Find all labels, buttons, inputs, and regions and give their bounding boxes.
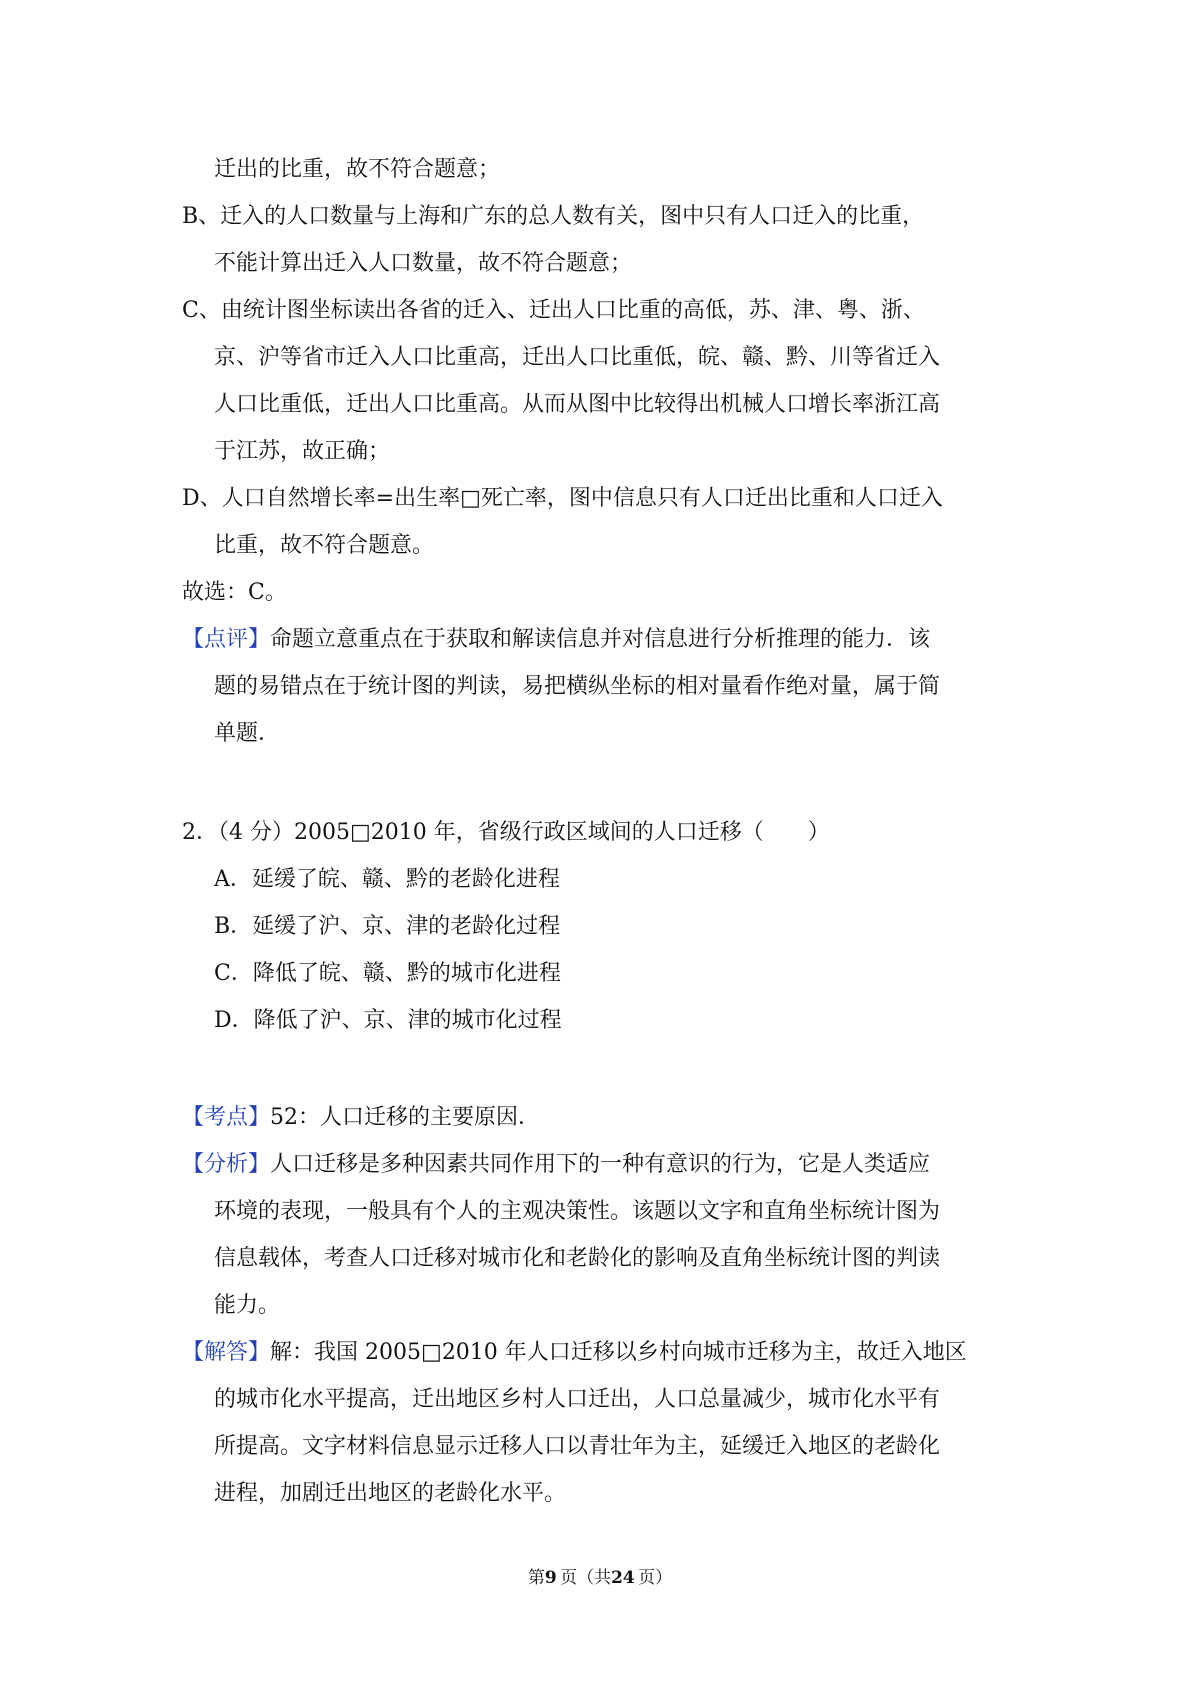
option-c-line-3: 人口比重低，迁出人口比重高。从而从图中比较得出机械人口增长率浙江高 (214, 392, 941, 417)
question-2-choice-b: B．延缓了沪、京、津的老龄化过程 (214, 914, 561, 939)
review-tag: 【点评】 (182, 627, 271, 652)
option-a-tail: 迁出的比重，故不符合题意； (214, 157, 501, 182)
option-d-line-2: 比重，故不符合题意。 (214, 533, 435, 558)
kaodian-tag: 【考点】 (182, 1105, 271, 1130)
page-footer: 第9 页（共24 页） (527, 1568, 673, 1588)
jieda-line-2: 的城市化水平提高，迁出地区乡村人口迁出，人口总量减少，城市化水平有 (214, 1387, 941, 1412)
fenxi-tag: 【分析】 (182, 1152, 271, 1177)
question-2-stem: 2．（4 分）2005□2010 年，省级行政区域间的人口迁移（ ） (182, 820, 830, 845)
option-c-line-2: 京、沪等省市迁入人口比重高，迁出人口比重低，皖、赣、黔、川等省迁入 (214, 345, 941, 370)
option-d-line-1: D、人口自然增长率=出生率□死亡率，图中信息只有人口迁出比重和人口迁入 (182, 486, 943, 511)
question-2-choice-a: A．延缓了皖、赣、黔的老龄化进程 (214, 867, 560, 892)
fenxi-line-3: 信息载体，考查人口迁移对城市化和老龄化的影响及直角坐标统计图的判读 (214, 1246, 941, 1271)
option-b-line-1: B、迁入的人口数量与上海和广东的总人数有关，图中只有人口迁入的比重， (182, 204, 925, 229)
jieda-tag: 【解答】 (182, 1340, 271, 1365)
question-2-choice-d: D．降低了沪、京、津的城市化过程 (214, 1008, 562, 1033)
option-c-line-4: 于江苏，故正确； (214, 439, 391, 464)
kaodian-line: 【考点】52：人口迁移的主要原因． (182, 1105, 541, 1130)
review-line-2: 题的易错点在于统计图的判读，易把横纵坐标的相对量看作绝对量，属于简 (214, 674, 941, 699)
jieda-line-4: 进程，加剧迁出地区的老龄化水平。 (214, 1481, 567, 1506)
fenxi-line-1: 【分析】人口迁移是多种因素共同作用下的一种有意识的行为，它是人类适应 (182, 1152, 931, 1177)
option-b-line-2: 不能计算出迁入人口数量，故不符合题意； (214, 251, 633, 276)
page-total: 24 (611, 1568, 635, 1588)
review-line-1: 【点评】命题立意重点在于获取和解读信息并对信息进行分析推理的能力．该 (182, 627, 931, 652)
question-2-choice-c: C．降低了皖、赣、黔的城市化进程 (214, 961, 561, 986)
jieda-line-3: 所提高。文字材料信息显示迁移人口以青壮年为主，延缓迁入地区的老龄化 (214, 1434, 941, 1459)
fenxi-line-2: 环境的表现，一般具有个人的主观决策性。该题以文字和直角坐标统计图为 (214, 1199, 941, 1224)
jieda-line-1: 【解答】解：我国 2005□2010 年人口迁移以乡村向城市迁移为主，故迁入地区 (182, 1340, 967, 1365)
review-line-3: 单题． (214, 721, 281, 746)
option-c-line-1: C、由统计图坐标读出各省的迁入、迁出人口比重的高低，苏、津、粤、浙、 (182, 298, 925, 323)
page-number: 9 (544, 1568, 557, 1588)
fenxi-line-4: 能力。 (214, 1293, 281, 1318)
answer-line: 故选：C。 (182, 580, 287, 605)
